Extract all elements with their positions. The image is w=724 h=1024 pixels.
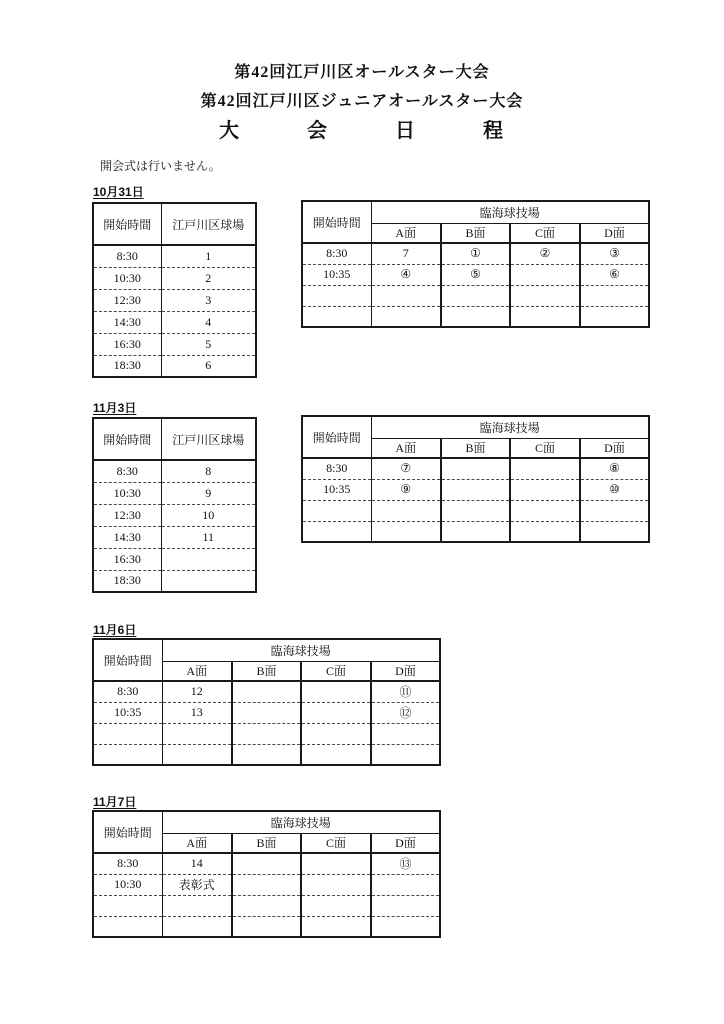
column-header-court-d: D面 [580, 438, 649, 458]
ceremony-cell: 表彰式 [162, 874, 232, 895]
game-cell: 2 [161, 267, 256, 289]
game-cell [441, 458, 510, 479]
table-header-row [93, 811, 440, 833]
game-cell [371, 521, 441, 542]
game-cell: ⑤ [441, 264, 510, 285]
table-row [93, 723, 440, 744]
column-header-start-time: 開始時間 [302, 416, 371, 458]
time-cell [93, 744, 162, 765]
table-row [93, 853, 440, 874]
date-label-oct31: 10月31日 [93, 185, 144, 199]
time-cell: 12:30 [93, 289, 161, 311]
game-cell [232, 702, 301, 723]
game-cell [232, 744, 301, 765]
game-cell [232, 895, 301, 916]
game-cell: 8 [161, 460, 256, 482]
table-row [302, 500, 649, 521]
time-cell [93, 723, 162, 744]
time-cell: 16:30 [93, 548, 161, 570]
time-cell: 10:35 [302, 479, 371, 500]
time-cell: 18:30 [93, 570, 161, 592]
table-row [302, 243, 649, 264]
game-cell [580, 285, 649, 306]
game-cell [232, 723, 301, 744]
table-row [302, 306, 649, 327]
game-cell [162, 723, 232, 744]
column-header-court-c: C面 [510, 438, 580, 458]
table-row [93, 311, 256, 333]
date-label-nov7: 11月7日 [93, 795, 137, 809]
table-row [93, 460, 256, 482]
game-cell [580, 306, 649, 327]
table-row [93, 548, 256, 570]
column-header-start-time: 開始時間 [93, 639, 162, 681]
game-cell [371, 916, 440, 937]
column-header-court-a: A面 [371, 438, 441, 458]
time-cell: 10:35 [93, 702, 162, 723]
game-cell: ④ [371, 264, 441, 285]
table-row [93, 267, 256, 289]
note-no-opening-ceremony: 開会式は行いません。 [100, 159, 221, 173]
game-cell [441, 500, 510, 521]
time-cell: 14:30 [93, 526, 161, 548]
date-label-nov6: 11月6日 [93, 623, 137, 637]
game-cell: 3 [161, 289, 256, 311]
table-row [93, 526, 256, 548]
column-header-edogawa-venue: 江戸川区球場 [161, 418, 256, 460]
time-cell: 8:30 [93, 245, 161, 267]
rinkai-table-nov6 [92, 638, 441, 766]
table-row [302, 285, 649, 306]
column-header-court-b: B面 [441, 438, 510, 458]
table-header-row [302, 201, 649, 223]
game-cell: 12 [162, 681, 232, 702]
rinkai-table-nov3 [301, 415, 650, 543]
game-cell [162, 916, 232, 937]
game-cell [301, 895, 371, 916]
time-cell [302, 306, 371, 327]
column-header-court-b: B面 [232, 661, 301, 681]
time-cell: 18:30 [93, 355, 161, 377]
game-cell: ⑧ [580, 458, 649, 479]
table-header-row [93, 639, 440, 661]
title-line3: 大 会 日 程 [219, 120, 505, 142]
game-cell [510, 479, 580, 500]
game-cell: 5 [161, 333, 256, 355]
game-cell [441, 479, 510, 500]
column-header-court-b: B面 [232, 833, 301, 853]
game-cell [301, 723, 371, 744]
game-cell [510, 458, 580, 479]
game-cell [301, 874, 371, 895]
game-cell [371, 723, 440, 744]
game-cell: ① [441, 243, 510, 264]
game-cell [441, 306, 510, 327]
time-cell [302, 500, 371, 521]
game-cell [510, 306, 580, 327]
game-cell [301, 744, 371, 765]
table-header-row [302, 416, 649, 438]
game-cell: 10 [161, 504, 256, 526]
title-line1: 第42回江戸川区オールスター大会 [234, 64, 490, 81]
game-cell [510, 264, 580, 285]
time-cell: 16:30 [93, 333, 161, 355]
rinkai-table-nov7 [92, 810, 441, 938]
game-cell [371, 744, 440, 765]
game-cell: 9 [161, 482, 256, 504]
column-header-court-c: C面 [301, 661, 371, 681]
time-cell: 12:30 [93, 504, 161, 526]
time-cell [302, 285, 371, 306]
table-row [93, 504, 256, 526]
table-row [302, 458, 649, 479]
time-cell [302, 521, 371, 542]
time-cell [93, 895, 162, 916]
time-cell: 10:30 [93, 874, 162, 895]
table-row [93, 482, 256, 504]
table-row [93, 895, 440, 916]
game-cell [301, 702, 371, 723]
game-cell: ③ [580, 243, 649, 264]
game-cell: 6 [161, 355, 256, 377]
game-cell [161, 570, 256, 592]
game-cell [371, 874, 440, 895]
column-header-court-d: D面 [371, 661, 440, 681]
table-row [93, 570, 256, 592]
game-cell [371, 500, 441, 521]
game-cell [580, 500, 649, 521]
game-cell [510, 500, 580, 521]
time-cell: 8:30 [93, 681, 162, 702]
game-cell: ② [510, 243, 580, 264]
game-cell [371, 895, 440, 916]
column-header-court-a: A面 [162, 661, 232, 681]
game-cell: 4 [161, 311, 256, 333]
game-cell: ⑨ [371, 479, 441, 500]
column-header-rinkai-venue: 臨海球技場 [371, 201, 649, 223]
game-cell [441, 285, 510, 306]
time-cell: 8:30 [302, 243, 371, 264]
game-cell [301, 853, 371, 874]
game-cell: 11 [161, 526, 256, 548]
column-header-rinkai-venue: 臨海球技場 [162, 639, 440, 661]
column-header-court-a: A面 [162, 833, 232, 853]
table-row [302, 521, 649, 542]
table-row [93, 874, 440, 895]
column-header-start-time: 開始時間 [93, 418, 161, 460]
game-cell [510, 285, 580, 306]
game-cell: 14 [162, 853, 232, 874]
title-line2: 第42回江戸川区ジュニアオールスター大会 [200, 93, 524, 110]
time-cell [93, 916, 162, 937]
table-row [93, 744, 440, 765]
game-cell: ⑦ [371, 458, 441, 479]
game-cell [162, 744, 232, 765]
time-cell: 14:30 [93, 311, 161, 333]
table-row [302, 264, 649, 285]
table-row [93, 916, 440, 937]
time-cell: 8:30 [93, 853, 162, 874]
game-cell: ⑬ [371, 853, 440, 874]
time-cell: 10:35 [302, 264, 371, 285]
game-cell [301, 681, 371, 702]
edogawa-table-oct31 [92, 202, 257, 378]
game-cell [232, 916, 301, 937]
game-cell [162, 895, 232, 916]
table-row [93, 245, 256, 267]
column-header-start-time: 開始時間 [302, 201, 371, 243]
table-row [93, 702, 440, 723]
column-header-edogawa-venue: 江戸川区球場 [161, 203, 256, 245]
game-cell [580, 521, 649, 542]
column-header-rinkai-venue: 臨海球技場 [162, 811, 440, 833]
column-header-court-d: D面 [580, 223, 649, 243]
column-header-rinkai-venue: 臨海球技場 [371, 416, 649, 438]
column-header-court-b: B面 [441, 223, 510, 243]
game-cell: 7 [371, 243, 441, 264]
table-row [302, 479, 649, 500]
rinkai-table-oct31 [301, 200, 650, 328]
game-cell [510, 521, 580, 542]
column-header-court-d: D面 [371, 833, 440, 853]
table-row [93, 289, 256, 311]
game-cell: ⑫ [371, 702, 440, 723]
game-cell [232, 681, 301, 702]
game-cell [232, 874, 301, 895]
column-header-court-c: C面 [301, 833, 371, 853]
table-row [93, 355, 256, 377]
column-header-court-c: C面 [510, 223, 580, 243]
column-header-start-time: 開始時間 [93, 203, 161, 245]
game-cell [371, 285, 441, 306]
game-cell [301, 916, 371, 937]
game-cell [441, 521, 510, 542]
time-cell: 8:30 [93, 460, 161, 482]
game-cell: 1 [161, 245, 256, 267]
game-cell: 13 [162, 702, 232, 723]
game-cell [161, 548, 256, 570]
table-row [93, 333, 256, 355]
table-row [93, 681, 440, 702]
game-cell [371, 306, 441, 327]
time-cell: 8:30 [302, 458, 371, 479]
time-cell: 10:30 [93, 482, 161, 504]
game-cell: ⑩ [580, 479, 649, 500]
game-cell: ⑥ [580, 264, 649, 285]
edogawa-table-nov3 [92, 417, 257, 593]
date-label-nov3: 11月3日 [93, 401, 137, 415]
table-header-row [93, 203, 256, 245]
column-header-court-a: A面 [371, 223, 441, 243]
game-cell: ⑪ [371, 681, 440, 702]
game-cell [232, 853, 301, 874]
column-header-start-time: 開始時間 [93, 811, 162, 853]
table-header-row [93, 418, 256, 460]
time-cell: 10:30 [93, 267, 161, 289]
